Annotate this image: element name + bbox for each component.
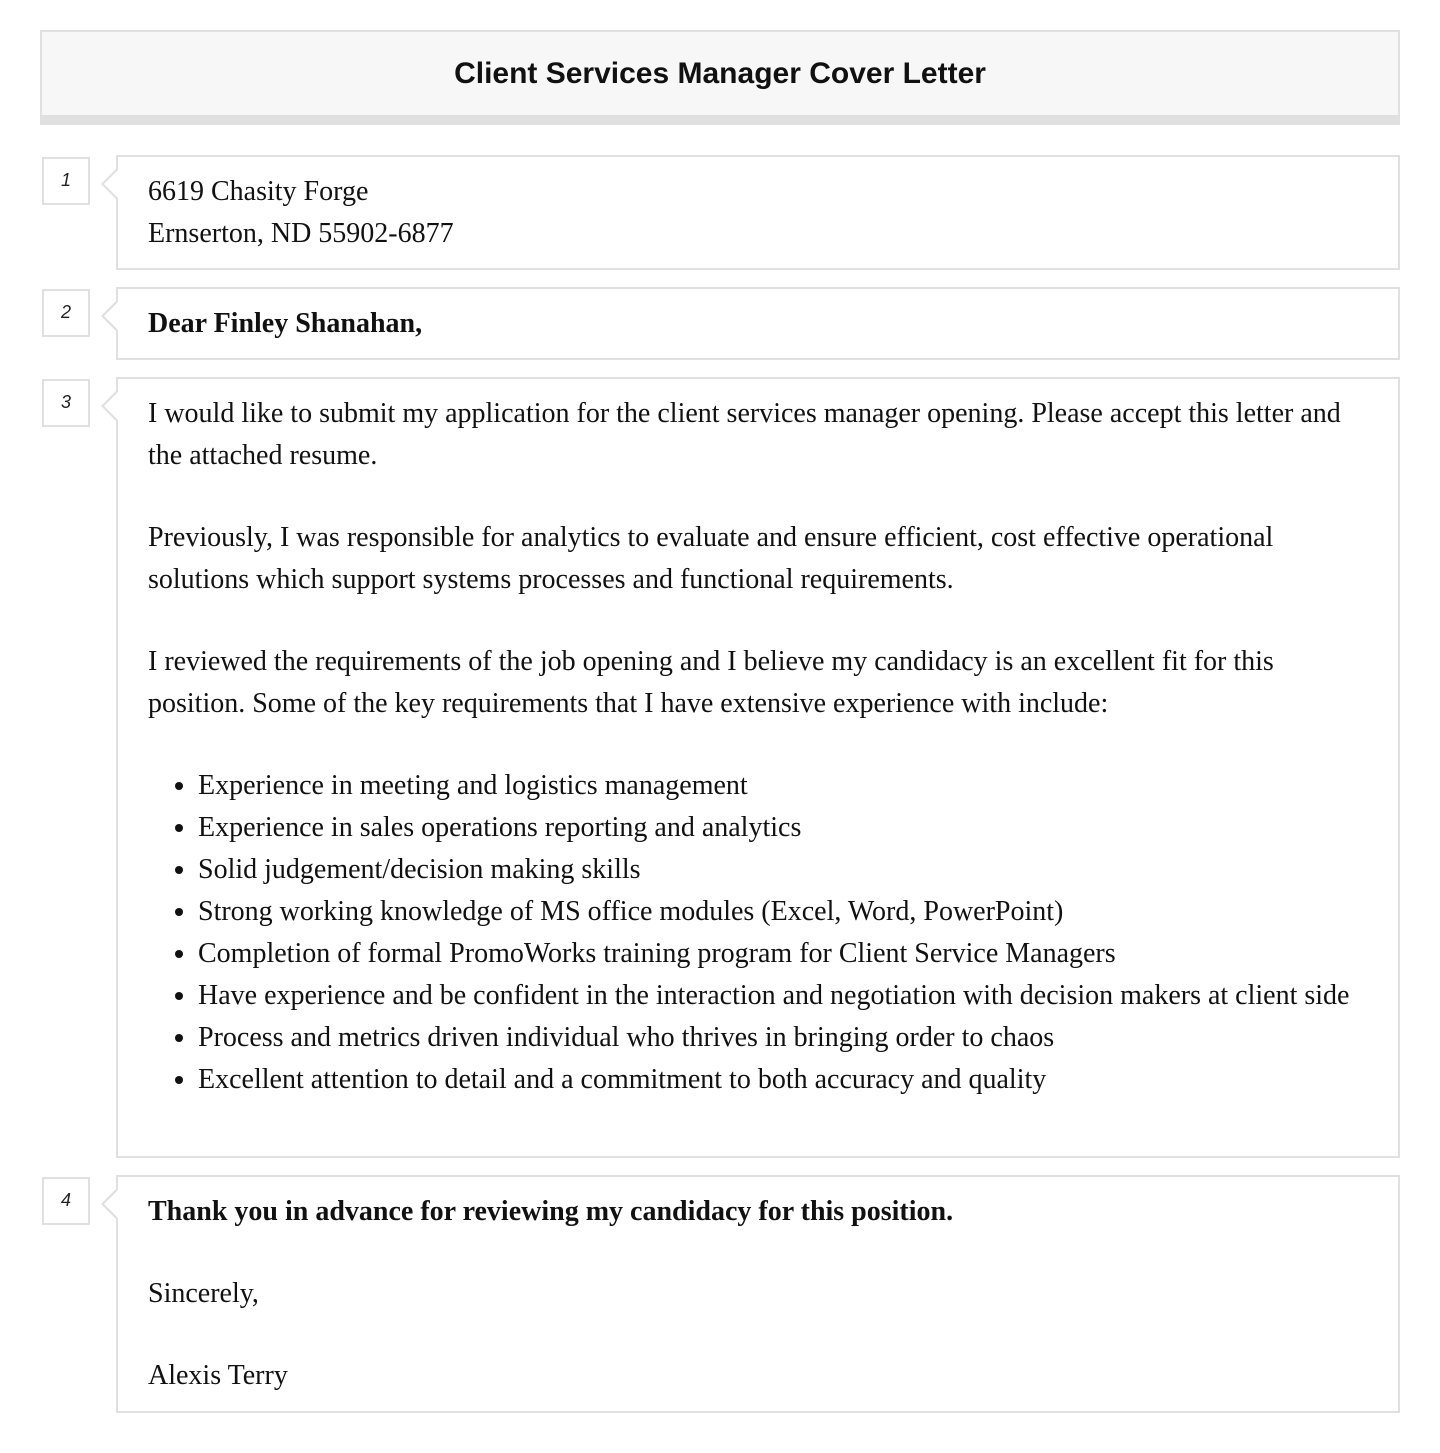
body-paragraph: I would like to submit my application for the client services manager opening. Please accept this letter and the attached resume. xyxy=(148,398,1341,471)
section-content xyxy=(116,1175,1400,1413)
page-title: Client Services Manager Cover Letter xyxy=(454,56,986,90)
section-content xyxy=(116,377,1400,1158)
section-number: 1 xyxy=(42,157,90,205)
list-item: • Completion of formal PromoWorks training program for Client Service Managers xyxy=(198,933,1368,975)
list-item: • Experience in sales operations reporting and analytics xyxy=(198,807,1368,849)
address-line-2: Ernserton, ND 55902-6877 xyxy=(148,218,454,249)
section-address xyxy=(42,155,1400,270)
list-item: • Solid judgement/decision making skills xyxy=(198,849,1368,891)
closing-statement: Thank you in advance for reviewing my candidacy for this position. xyxy=(148,1196,954,1227)
signature: Alexis Terry xyxy=(148,1360,288,1391)
section-body xyxy=(42,377,1400,1158)
body-paragraph: Previously, I was responsible for analytics to evaluate and ensure efficient, cost effective operational solutions which support systems processes and functional requirements. xyxy=(148,522,1274,595)
list-item: • Experience in meeting and logistics management xyxy=(198,765,1368,807)
list-item: • Have experience and be confident in the interaction and negotiation with decision makers at client side xyxy=(198,975,1368,1017)
body-paragraph: I reviewed the requirements of the job opening and I believe my candidacy is an excellent fit for this position. Some of the key requirements that I have extensive experience with include: xyxy=(148,646,1274,719)
section-content xyxy=(116,155,1400,270)
document-header xyxy=(40,30,1400,125)
requirements-list xyxy=(148,765,1368,1101)
section-number: 4 xyxy=(42,1177,90,1225)
list-item: • Process and metrics driven individual who thrives in bringing order to chaos xyxy=(198,1017,1368,1059)
list-item: • Excellent attention to detail and a commitment to both accuracy and quality xyxy=(198,1059,1368,1101)
section-number: 2 xyxy=(42,289,90,337)
salutation: Dear Finley Shanahan, xyxy=(148,308,423,339)
list-item: • Strong working knowledge of MS office modules (Excel, Word, PowerPoint) xyxy=(198,891,1368,933)
section-closing xyxy=(42,1175,1400,1413)
address-line-1: 6619 Chasity Forge xyxy=(148,176,369,207)
section-number: 3 xyxy=(42,379,90,427)
sign-off: Sincerely, xyxy=(148,1278,259,1309)
section-content xyxy=(116,287,1400,360)
section-salutation xyxy=(42,287,1400,360)
